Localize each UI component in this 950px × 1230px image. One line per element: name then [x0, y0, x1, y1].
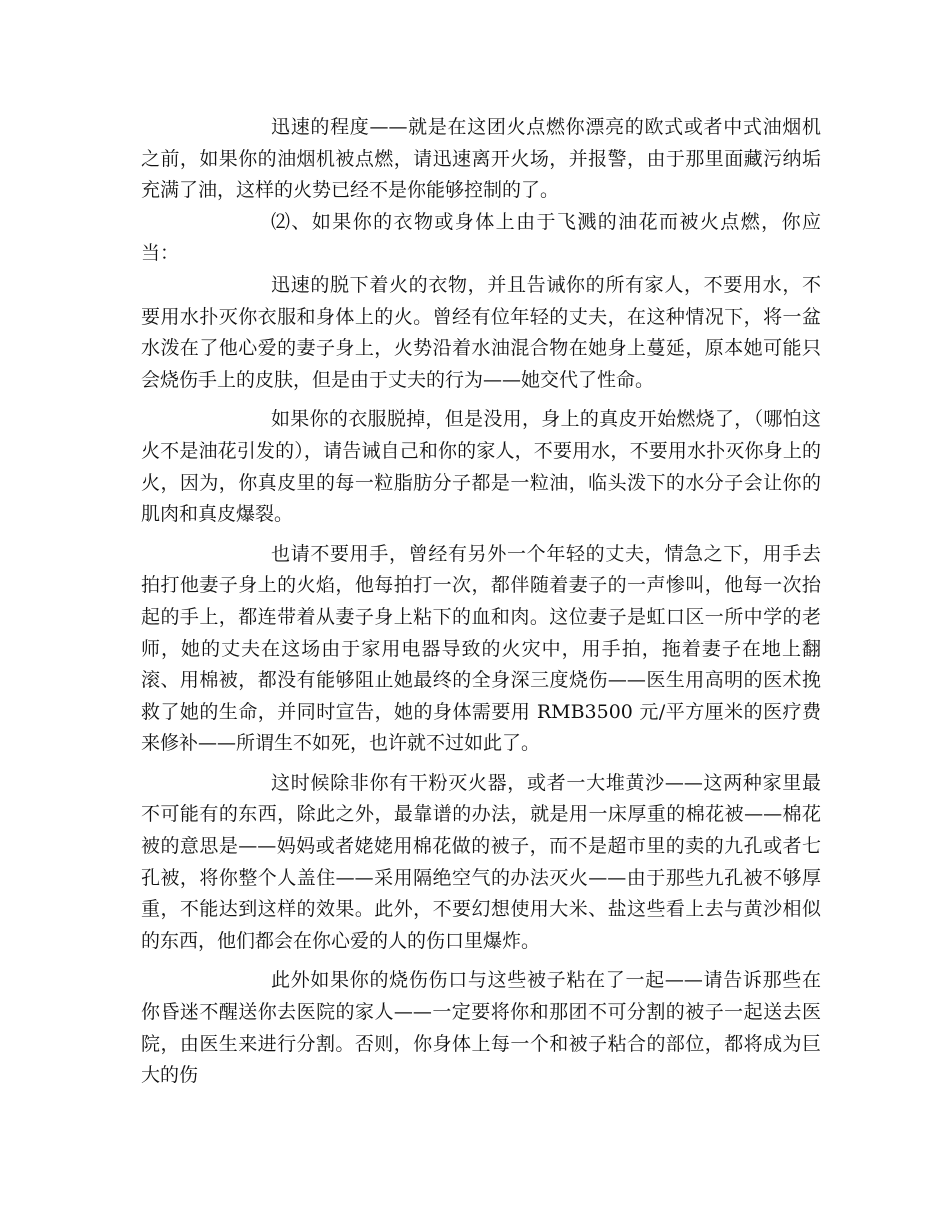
paragraph-clothing-heading: ⑵、如果你的衣物或身体上由于飞溅的油花而被火点燃，你应当： — [141, 210, 821, 265]
paragraph-skin-burning: 如果你的衣服脱掉，但是没用，身上的真皮开始燃烧了，（哪怕这火不是油花引发的），请告诫自己和你的家人，不要用水，不要用水扑灭你身上的火，因为，你真皮里的每一粒脂肪分子都是一粒油，临头泼下的水分子会让你的肌肉和真皮爆裂。 — [141, 408, 821, 526]
paragraph-hospital: 此外如果你的烧伤伤口与这些被子粘在了一起——请告诉那些在你昏迷不醒送你去医院的家人——一定要将你和那团不可分割的被子一起送去医院，由医生来进行分割。否则，你身体上每一个和被子粘合的部位，都将成为巨大的伤 — [141, 969, 821, 1087]
paragraph-cotton-quilt: 这时候除非你有干粉灭火器，或者一大堆黄沙——这两种家里最不可能有的东西，除此之外，最靠谱的办法，就是用一床厚重的棉花被——棉花被的意思是——妈妈或者姥姥用棉花做的被子，而不是超市里的卖的九孔或者七孔被，将你整个人盖住——采用隔绝空气的办法灭火——由于那些九孔被不够厚重，不能达到这样的效果。此外，不要幻想使用大米、盐这些看上去与黄沙相似的东西，他们都会在你心爱的人的伤口里爆炸。 — [141, 771, 821, 952]
paragraph-range-hood: 迅速的程度——就是在这团火点燃你漂亮的欧式或者中式油烟机之前，如果你的油烟机被点燃，请迅速离开火场，并报警，由于那里面藏污纳垢充满了油，这样的火势已经不是你能够控制的了。 — [141, 116, 821, 202]
paragraph-no-water: 迅速的脱下着火的衣物，并且告诫你的所有家人，不要用水，不要用水扑灭你衣服和身体上的火。曾经有位年轻的丈夫，在这种情况下，将一盆水泼在了他心爱的妻子身上，火势沿着水油混合物在她身上蔓延，原本她可能只会烧伤手上的皮肤，但是由于丈夫的行为——她交代了性命。 — [141, 273, 821, 391]
document-body — [141, 112, 821, 1092]
paragraph-no-hands: 也请不要用手，曾经有另外一个年轻的丈夫，情急之下，用手去拍打他妻子身上的火焰，他每拍打一次，都伴随着妻子的一声惨叫，他每一次抬起的手上，都连带着从妻子身上粘下的血和肉。这位妻子是虹口区一所中学的老师，她的丈夫在这场由于家用电器导致的火灾中，用手拍，拖着妻子在地上翻滚、用棉被，都没有能够阻止她最终的全身深三度烧伤——医生用高明的医术挽救了她的生命，并同时宣告，她的身体需要用 RMB3500 元/平方厘米的医疗费来修补——所谓生不如死，也许就不过如此了。 — [141, 542, 821, 755]
